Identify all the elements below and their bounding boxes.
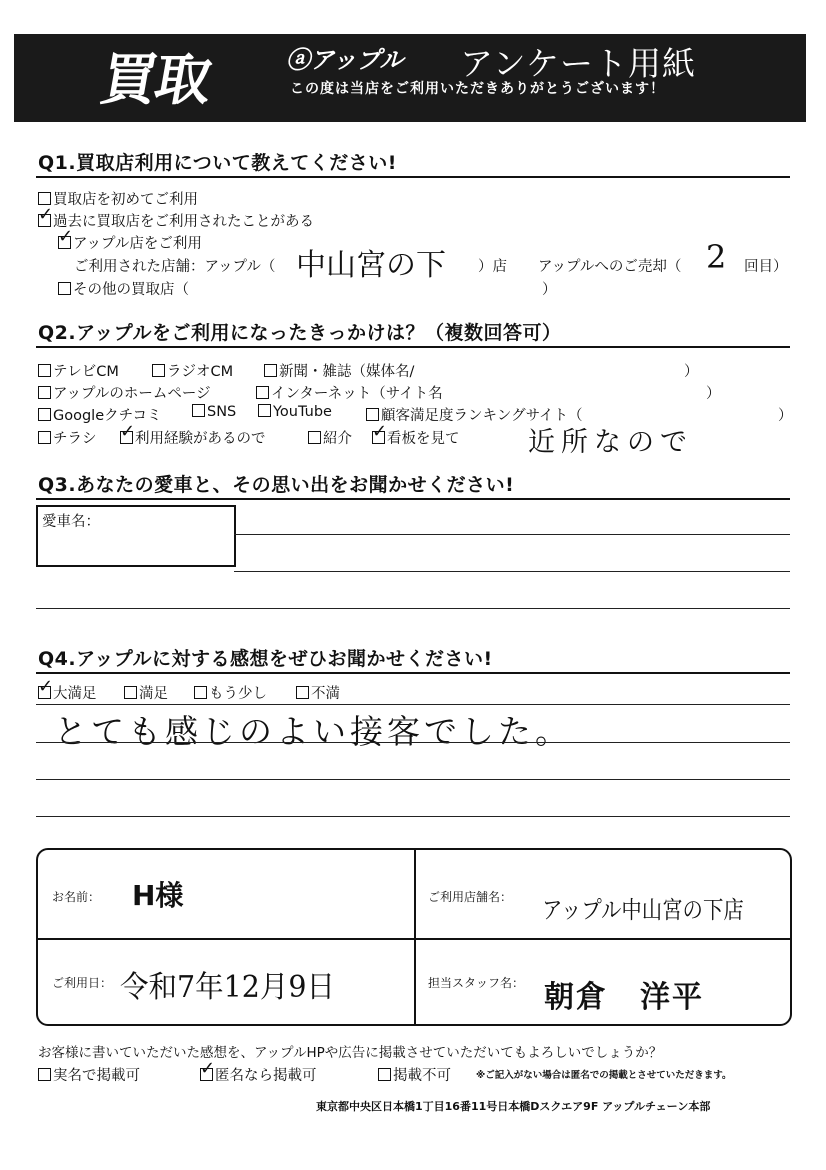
q2-option-news[interactable]: 新聞・雑誌（媒体名/ — [264, 360, 414, 381]
checkbox[interactable] — [308, 431, 321, 444]
q1-option-other[interactable]: その他の買取店（ — [58, 278, 189, 299]
company-address: 東京都中央区日本橋1丁目16番11号日本橋Dスクエア9F アップルチェーン本部 — [316, 1100, 711, 1113]
q2-news-close: ） — [684, 364, 699, 380]
q1-rule — [36, 176, 790, 178]
checkbox[interactable] — [194, 686, 207, 699]
q2-option-youtube[interactable]: YouTube — [258, 404, 332, 420]
staff-label: 担当スタッフ名： — [428, 976, 525, 990]
q2-option-sns[interactable]: SNS — [192, 404, 236, 420]
q4-line — [36, 816, 790, 817]
q4-rule — [36, 672, 790, 674]
q4-option-little[interactable]: もう少し — [194, 682, 267, 703]
q3-line — [36, 608, 790, 609]
apple-logo: ⓐアップル — [286, 46, 404, 74]
q2-option-experience[interactable]: 利用経験があるので — [120, 427, 266, 448]
q2-handwritten-note[interactable]: 近所なので — [528, 427, 693, 458]
q1-title: Q1.買取店利用について教えてください! — [38, 152, 397, 174]
q3-rule — [36, 498, 790, 500]
q1-store-label: ご利用された店舗：アップル（ — [74, 259, 276, 275]
q4-title: Q4.アップルに対する感想をぜひお聞かせください! — [38, 648, 493, 670]
q1-option-apple[interactable]: アップル店をご利用 — [58, 232, 202, 253]
publish-real-name[interactable]: 実名で掲載可 — [38, 1064, 140, 1085]
q1-sales-suffix: 回目） — [744, 259, 788, 275]
checkbox[interactable] — [264, 364, 277, 377]
q1-store-value[interactable]: 中山宮の下 — [296, 248, 446, 283]
q4-line — [36, 704, 790, 705]
date-label: ご利用日： — [52, 976, 113, 990]
checkbox[interactable] — [296, 686, 309, 699]
q1-sales-label: アップルへのご売却（ — [538, 259, 682, 275]
publish-not-allowed[interactable]: 掲載不可 — [378, 1064, 451, 1085]
q3-line — [234, 571, 790, 572]
q4-line — [36, 742, 790, 743]
q4-line — [36, 779, 790, 780]
checkbox[interactable] — [58, 282, 71, 295]
publish-note: ※ご記入がない場合は匿名での掲載とさせていただきます。 — [476, 1070, 732, 1081]
check-mark-icon: ✓ — [120, 421, 136, 442]
checkbox[interactable] — [38, 364, 51, 377]
form-title: アンケート用紙 — [460, 44, 697, 83]
store-label: ご利用店舗名： — [428, 890, 513, 904]
info-card — [36, 848, 792, 1026]
q2-option-ranking[interactable]: 顧客満足度ランキングサイト（ — [366, 404, 583, 425]
q1-option-past[interactable]: 過去に買取店をご利用されたことがある — [38, 210, 314, 231]
header-banner — [14, 34, 806, 122]
checkbox[interactable] — [38, 386, 51, 399]
q4-comment[interactable]: とても感じのよい接客でした。 — [54, 712, 572, 751]
q2-option-internet[interactable]: インターネット（サイト名 — [256, 382, 443, 403]
check-mark-icon: ✓ — [200, 1058, 216, 1079]
staff-value[interactable]: 朝倉 洋平 — [544, 980, 704, 1015]
card-divider — [38, 938, 790, 940]
form-subtitle: この度は当店をご利用いただきありがとうございます！ — [290, 81, 665, 97]
checkbox[interactable] — [38, 431, 51, 444]
q2-option-tv[interactable]: テレビCM — [38, 360, 119, 381]
check-mark-icon: ✓ — [58, 226, 74, 247]
publish-anonymous[interactable]: 匿名なら掲載可 — [200, 1064, 317, 1085]
q2-rule — [36, 346, 790, 348]
checkbox[interactable] — [192, 404, 205, 417]
checkbox[interactable] — [258, 404, 271, 417]
check-mark-icon: ✓ — [38, 676, 54, 697]
check-mark-icon: ✓ — [38, 204, 54, 225]
q1-option-first[interactable]: 買取店を初めてご利用 — [38, 188, 198, 209]
q1-other-close: ） — [542, 282, 557, 298]
publish-question: お客様に書いていただいた感想を、アップルHPや広告に掲載させていただいてもよろしいでしょうか？ — [38, 1045, 663, 1061]
check-mark-icon: ✓ — [372, 421, 388, 442]
card-divider — [414, 850, 416, 1024]
q2-option-referral[interactable]: 紹介 — [308, 427, 352, 448]
q2-option-radio[interactable]: ラジオCM — [152, 360, 233, 381]
q1-sales-value[interactable]: 2 — [706, 238, 727, 276]
q3-line — [234, 534, 790, 535]
checkbox[interactable] — [366, 408, 379, 421]
q3-title: Q3.あなたの愛車と、その思い出をお聞かせください! — [38, 474, 515, 496]
q4-option-very[interactable]: 大満足 — [38, 682, 97, 703]
q2-title: Q2.アップルをご利用になったきっかけは？（複数回答可） — [38, 322, 562, 344]
q2-option-signboard[interactable]: 看板を見て — [372, 427, 460, 448]
q2-ranking-close: ） — [778, 408, 793, 424]
q2-option-google[interactable]: Googleクチコミ — [38, 404, 162, 425]
q2-option-flyer[interactable]: チラシ — [38, 427, 97, 448]
checkbox[interactable] — [124, 686, 137, 699]
checkbox[interactable] — [256, 386, 269, 399]
checkbox[interactable] — [152, 364, 165, 377]
store-value[interactable]: アップル中山宮の下店 — [542, 896, 744, 924]
header-kaitori: 買取 — [95, 48, 215, 113]
checkbox[interactable] — [378, 1068, 391, 1081]
q4-option-satisfied[interactable]: 満足 — [124, 682, 168, 703]
date-value[interactable]: 令和7年12月9日 — [120, 970, 336, 1005]
q1-store-suffix: ）店 — [478, 259, 507, 275]
name-value[interactable]: H様 — [132, 879, 184, 912]
checkbox[interactable] — [38, 408, 51, 421]
name-label: お名前： — [52, 890, 101, 904]
q2-option-homepage[interactable]: アップルのホームページ — [38, 382, 211, 403]
checkbox[interactable] — [38, 1068, 51, 1081]
car-name-label: 愛車名： — [42, 514, 100, 530]
q2-internet-close: ） — [706, 386, 721, 402]
q4-option-unsatisfied[interactable]: 不満 — [296, 682, 340, 703]
